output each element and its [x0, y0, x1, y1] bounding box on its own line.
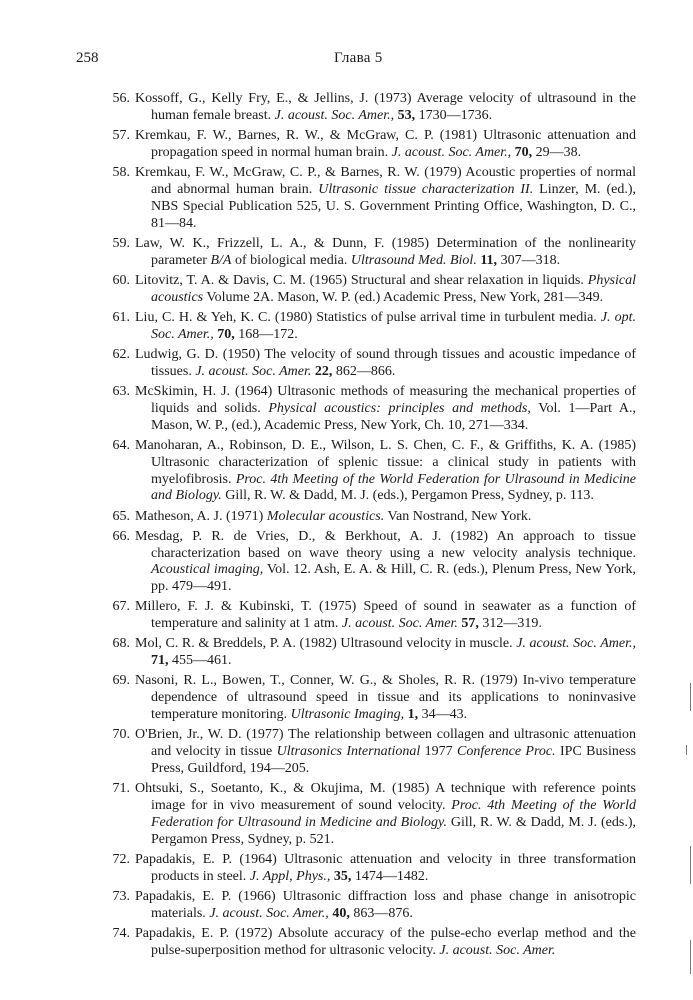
reference-text: 862—866. [332, 363, 396, 379]
reference-number: 68. [112, 636, 130, 652]
reference-text: Matheson, A. J. (1971) [135, 508, 267, 524]
scan-mark [686, 745, 687, 755]
reference-italic-text: Proc. 4th Meeting of the World Federation for Ulrasound in Medicine and Biology. [151, 471, 636, 504]
reference-italic-text: B/A [210, 252, 232, 268]
reference-entry [0, 509, 636, 526]
reference-volume: 35, [333, 868, 352, 884]
reference-text: 34—43. [418, 707, 468, 723]
reference-entry [0, 852, 636, 886]
reference-entry [0, 91, 636, 125]
reference-text: Vol. 12. Ash, E. A. & Hill, C. R. (eds.), Plenum Press, New York, pp. 479—491. [151, 562, 636, 595]
reference-volume: 40, [332, 905, 350, 921]
reference-text: Ohtsuki, S., Soetanto, K., & Okujima, M. (1985) A technique with reference points image for in vivo measurement of sound velocity. [135, 781, 636, 814]
reference-entry [0, 636, 636, 670]
reference-text: Vol. 1—Part A., Mason, W. P., (ed.), Academic Press, New York, Ch. 10, 271—334. [151, 400, 636, 433]
reference-text: Volume 2A. Mason, W. P. (ed.) Academic Press, New York, 281—349. [203, 289, 604, 305]
reference-number: 74. [112, 926, 130, 942]
reference-text: 307—318. [497, 252, 561, 268]
reference-italic-text: J. opt. Soc. Amer., [151, 309, 636, 342]
reference-entry [0, 529, 636, 597]
reference-text: 1730—1736. [415, 107, 493, 123]
reference-number: 70. [112, 727, 130, 743]
reference-entry [0, 781, 636, 849]
scan-mark [690, 683, 691, 711]
reference-list [0, 91, 693, 963]
reference-number: 60. [112, 272, 130, 288]
reference-text: Papadakis, E. P. (1966) Ultrasonic diffraction loss and phase change in anisotropic materials. [135, 889, 636, 921]
reference-text: 1474—1482. [351, 868, 429, 884]
reference-text: Kremkau, F. W., Barnes, R. W., & McGraw, C. P. (1981) Ultrasonic attenuation and propagation speed in normal human brain. [135, 128, 636, 160]
reference-number: 64. [112, 437, 130, 453]
reference-text: Manoharan, A., Robinson, D. E., Wilson, L. S. Chen, C. F., & Griffiths, K. A. (1985) Ultrasonic characterization of splenic tissue: a clinical study in patients with myelofibrosis. [135, 437, 636, 487]
reference-italic-text: J. acoust. Soc. Amer. [341, 616, 458, 632]
reference-number: 62. [112, 346, 130, 362]
reference-text: Papadakis, E. P. (1972) Absolute accuracy of the pulse-echo everlap method and the pulse-superposition method for ultrasonic velocity. [135, 926, 636, 958]
scan-mark [690, 846, 691, 884]
reference-entry [0, 273, 636, 307]
reference-italic-text: J. acoust. Soc. Amer. [195, 363, 312, 379]
reference-text: Papadakis, E. P. (1964) Ultrasonic attenuation and velocity in three transformation products in steel. [135, 852, 636, 884]
reference-entry [0, 889, 636, 923]
reference-volume: 22, [314, 363, 333, 379]
reference-italic-text: Ultrasonics International [276, 744, 421, 760]
reference-text: Kossoff, G., Kelly Fry, E., & Jellins, J. (1973) Average velocity of ultrasound in the human female breast. [135, 91, 636, 123]
reference-text: 1977 [420, 744, 458, 760]
reference-entry [0, 438, 636, 506]
reference-entry [0, 347, 636, 381]
reference-number: 66. [112, 528, 130, 544]
reference-volume: 70, [514, 144, 533, 160]
reference-italic-text: Physical acoustics: principles and methods, [268, 400, 531, 416]
reference-entry [0, 727, 636, 778]
reference-volume: 11, [480, 252, 498, 268]
reference-number: 61. [112, 309, 130, 325]
reference-italic-text: J. acoust. Soc. Amer., [209, 905, 329, 921]
reference-entry [0, 926, 636, 960]
reference-text: 168—172. [234, 326, 298, 342]
reference-text: Law, W. K., Frizzell, L. A., & Dunn, F. (1985) Determination of the nonlinearity parameter [135, 235, 636, 268]
reference-entry [0, 165, 636, 233]
reference-italic-text: Ultrasound Med. Biol. [350, 252, 477, 268]
reference-entry [0, 310, 636, 344]
reference-number: 73. [112, 889, 130, 905]
reference-text: Van Nostrand, New York. [384, 508, 532, 524]
reference-text: Millero, F. J. & Kubinski, T. (1975) Speed of sound in seawater as a function of temperature and salinity at 1 atm. [135, 599, 636, 632]
reference-volume: 1, [407, 707, 419, 723]
reference-text: Nasoni, R. L., Bowen, T., Conner, W. G., & Sholes, R. R. (1979) In-vivo temperature dependence of ultrasound speed in tissue and its applications to noninvasive temperature monitoring. [135, 673, 636, 723]
reference-text: Gill, R. W. & Dadd, M. J. (eds.), Pergamon Press, Sydney, p. 113. [221, 488, 594, 504]
reference-text: McSkimin, H. J. (1964) Ultrasonic methods of measuring the mechanical properties of liquids and solids. [135, 383, 636, 416]
reference-volume: 57, [461, 616, 479, 632]
reference-text: Kremkau, F. W., McGraw, C. P., & Barnes, R. W. (1979) Acoustic properties of normal and abnormal human brain. [135, 165, 636, 197]
reference-number: 67. [112, 599, 130, 615]
reference-volume: 53, [397, 107, 416, 123]
reference-number: 59. [112, 235, 130, 251]
reference-italic-text: Proc. 4th Meeting of the World Federation for Ultrasound in Medicine and Biology. [151, 798, 636, 831]
reference-number: 56. [112, 91, 130, 106]
reference-text: Liu, C. H. & Yeh, K. C. (1980) Statistics of pulse arrival time in turbulent media. [135, 309, 601, 325]
reference-text: 455—461. [168, 653, 232, 669]
reference-number: 72. [112, 852, 130, 868]
reference-number: 57. [112, 128, 130, 143]
reference-text: 29—38. [532, 144, 582, 160]
scan-mark [690, 940, 691, 974]
reference-text: Linzer, M. (ed.), NBS Special Publication 525, U. S. Government Printing Office, Washington, D. C., 81—84. [151, 181, 637, 231]
reference-italic-text: Conference Proc. [457, 744, 556, 760]
reference-entry [0, 128, 636, 162]
reference-text: Ludwig, G. D. (1950) The velocity of sound through tissues and acoustic impedance of tissues. [135, 346, 636, 379]
reference-text: Gill, R. W. & Dadd, M. J. (eds.), Pergamon Press, Sydney, p. 521. [151, 815, 637, 847]
reference-volume: 71, [151, 653, 169, 669]
reference-italic-text: Acoustical imaging, [151, 562, 264, 578]
reference-italic-text: J. acoust. Soc. Amer. [439, 942, 556, 958]
reference-entry [0, 673, 636, 724]
reference-entry [0, 384, 636, 435]
page-number: 258 [76, 50, 99, 66]
reference-volume: 70, [217, 326, 235, 342]
reference-number: 69. [112, 673, 130, 689]
reference-number: 58. [112, 165, 130, 180]
reference-italic-text: Physical acoustics [151, 272, 636, 305]
reference-italic-text: J. Appl, Phys., [249, 868, 331, 884]
reference-text: Litovitz, T. A. & Davis, C. M. (1965) Structural and shear relaxation in liquids. [135, 272, 588, 288]
reference-number: 71. [112, 781, 130, 797]
reference-text: Mol, C. R. & Breddels, P. A. (1982) Ultrasound velocity in muscle. [135, 636, 517, 652]
reference-number: 63. [112, 383, 130, 399]
reference-text: 312—319. [478, 616, 542, 632]
reference-text: Mesdag, P. R. de Vries, D., & Berkhout, A. J. (1982) An approach to tissue characterization based on wave theory using a new velocity analysis technique. [135, 528, 636, 561]
reference-text: IPC Business Press, Guildford, 194—205. [151, 744, 636, 777]
reference-number: 65. [112, 508, 130, 524]
reference-italic-text: J. acoust. Soc. Amer., [516, 636, 637, 652]
running-head: Глава 5 [334, 50, 383, 66]
reference-entry [0, 236, 636, 270]
reference-text: 863—876. [349, 905, 413, 921]
reference-entry [0, 599, 636, 633]
reference-italic-text: Ultrasonic Imaging, [290, 707, 405, 723]
reference-text: O'Brien, Jr., W. D. (1977) The relationship between collagen and ultrasonic attenuation and velocity in tissue [135, 727, 636, 760]
reference-text: of biological media. [231, 252, 351, 268]
reference-italic-text: J. acoust. Soc. Amer., [391, 144, 512, 160]
reference-italic-text: Ultrasonic tissue characterization II. [318, 181, 534, 197]
reference-italic-text: J. acoust. Soc. Amer., [274, 107, 395, 123]
reference-italic-text: Molecular acoustics. [266, 508, 385, 524]
